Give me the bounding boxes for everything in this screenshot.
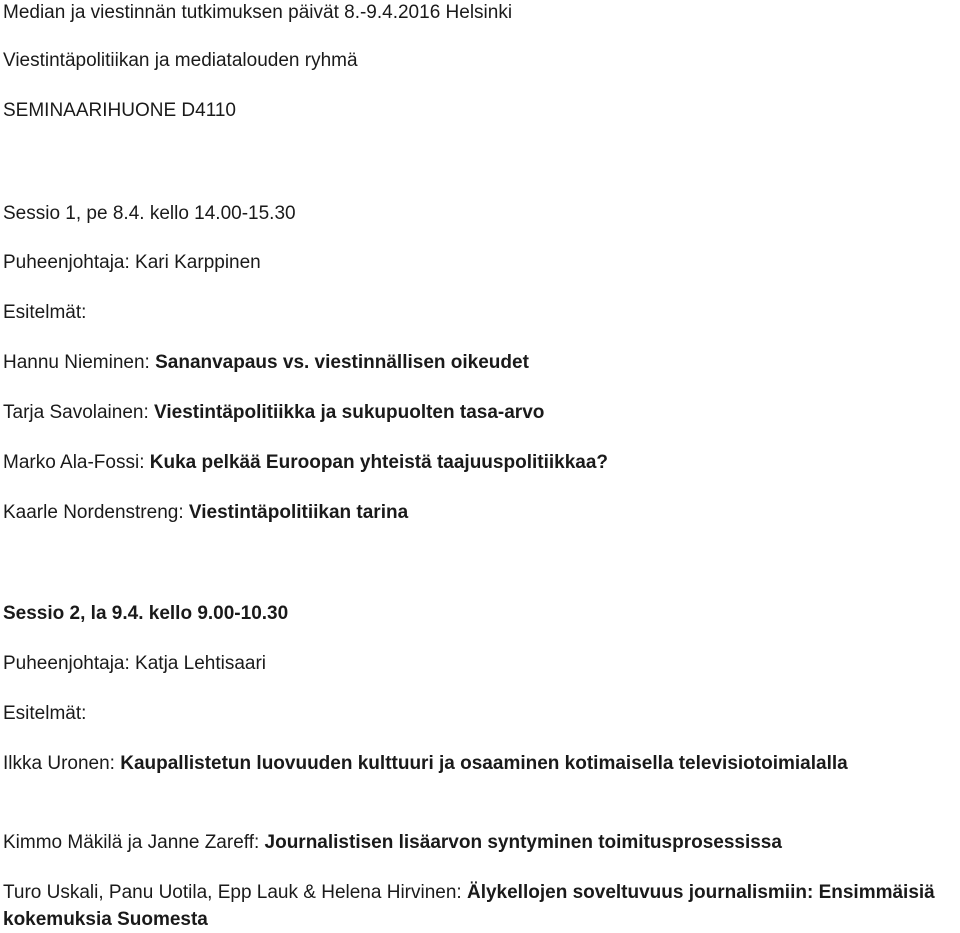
presentation-title: Kuka pelkää Euroopan yhteistä taajuuspolitiikkaa? xyxy=(149,452,609,473)
presentation-title: Viestintäpolitiikka ja sukupuolten tasa-arvo xyxy=(154,402,545,423)
event-title: Median ja viestinnän tutkimuksen päivät 8.-9.4.2016 Helsinki xyxy=(3,2,513,23)
presentation-item xyxy=(3,452,608,474)
presenter-name: Ilkka Uronen: xyxy=(3,753,121,774)
presenter-name: Turo Uskali, Panu Uotila, Epp Lauk & Helena Hirvinen: xyxy=(3,882,467,903)
presentation-title: Kaupallistetun luovuuden kulttuuri ja osaaminen kotimaisella televisiotoimialalla xyxy=(120,753,848,774)
presentation-title: Viestintäpolitiikan tarina xyxy=(188,502,409,523)
session-1-presentations-label: Esitelmät: xyxy=(3,302,87,323)
presentation-item xyxy=(3,879,958,933)
presentation-title: Älykellojen soveltuvuus journalismiin: Ensimmäisiä kokemuksia Suomesta xyxy=(3,882,935,930)
presenter-name: Hannu Nieminen: xyxy=(3,352,156,373)
presentation-item xyxy=(3,402,544,424)
presentation-title: Journalistisen lisäarvon syntyminen toimitusprosessissa xyxy=(264,832,782,853)
presentation-item xyxy=(3,502,408,524)
session-2-presentations-label: Esitelmät: xyxy=(3,703,87,724)
presenter-name: Kimmo Mäkilä ja Janne Zareff: xyxy=(3,832,265,853)
presenter-name: Kaarle Nordenstreng: xyxy=(3,502,189,523)
presentation-item xyxy=(3,352,529,374)
session-1-title: Sessio 1, pe 8.4. kello 14.00-15.30 xyxy=(3,203,296,224)
session-2-chair: Puheenjohtaja: Katja Lehtisaari xyxy=(3,653,267,674)
presentation-item xyxy=(3,832,782,854)
presenter-name: Tarja Savolainen: xyxy=(3,402,155,423)
presentation-title: Sananvapaus vs. viestinnällisen oikeudet xyxy=(155,352,529,373)
session-2-title: Sessio 2, la 9.4. kello 9.00-10.30 xyxy=(3,603,289,624)
presenter-name: Marko Ala-Fossi: xyxy=(3,452,150,473)
session-1-chair: Puheenjohtaja: Kari Karppinen xyxy=(3,252,261,273)
presentation-item xyxy=(3,750,958,777)
room-name: SEMINAARIHUONE D4110 xyxy=(3,100,236,121)
group-name: Viestintäpolitiikan ja mediatalouden ryhmä xyxy=(3,50,358,71)
